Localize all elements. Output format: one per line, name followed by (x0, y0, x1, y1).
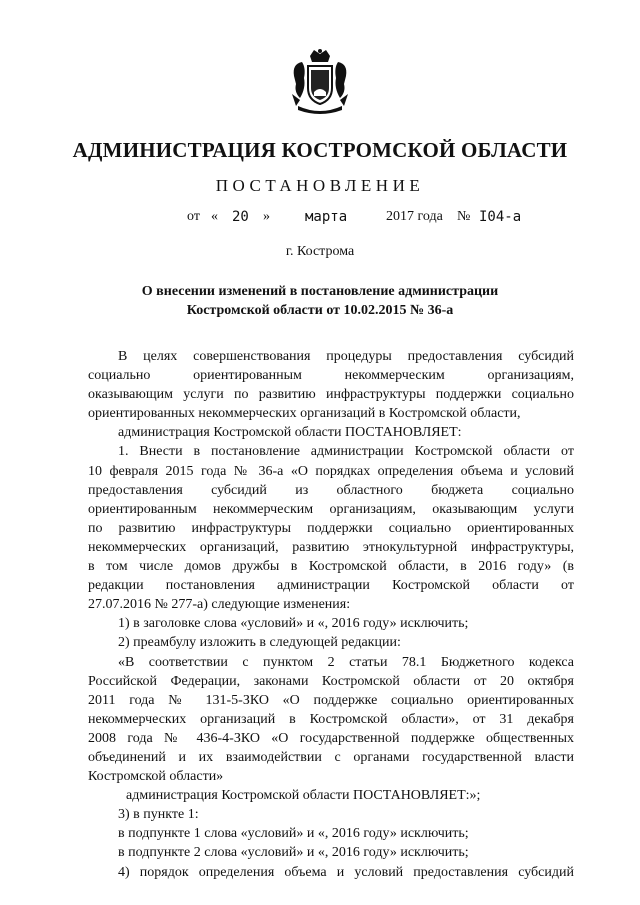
body-line: В целях совершенствования процедуры предоставления субсидий (118, 349, 574, 364)
body-line: 1. Внести в постановление администрации Костромской области от (118, 444, 574, 460)
body-line: 3) в пункте 1: (118, 807, 199, 823)
body-line: по развитию инфраструктуры поддержки социально ориентированных (88, 520, 574, 536)
body-line: 10 февраля 2015 года № 36-а «О порядках определения объема и условий (88, 463, 574, 479)
body-line: Российской Федерации, законами Костромской области от 20 октября (88, 673, 574, 689)
body-line: администрация Костромской области ПОСТАНОВЛЯЕТ:»; (126, 788, 481, 804)
body-line: в том числе домов дружбы в Костромской области, в 2016 году» (в (88, 559, 574, 575)
coat-of-arms-emblem (288, 48, 352, 116)
body-line: редакции постановления администрации Костромской области от (88, 578, 574, 594)
body-line: 4) порядок определения объема и условий предоставления субсидий (118, 864, 574, 880)
body-line: предоставления субсидий из областного бюджета социально (88, 482, 574, 498)
body-line: 2) преамбулу изложить в следующей редакции: (118, 635, 401, 651)
body-line: 1) в заголовке слова «условий» и «, 2016 году» исключить; (118, 616, 469, 632)
organization-title: АДМИНИСТРАЦИЯ КОСТРОМСКОЙ ОБЛАСТИ (72, 138, 568, 162)
body-line: 2008 года № 436-4-ЗКО «О государственной поддержке общественных (88, 730, 574, 746)
body-line: «В соответствии с пунктом 2 статьи 78.1 Бюджетного кодекса (118, 654, 574, 670)
subject-line: О внесении изменений в постановление администрации (141, 284, 499, 299)
document-body (88, 347, 574, 882)
body-line: 2011 года № 131-5-ЗКО «О поддержке социально ориентированных (88, 692, 574, 708)
date-day: 20 (232, 209, 249, 225)
date-year: 2017 года (386, 209, 443, 224)
body-line: ориентированным некоммерческим организациям, оказывающим услуги (88, 501, 574, 517)
subject-line: Костромской области от 10.02.2015 № 36-а (186, 303, 454, 318)
body-line: 27.07.2016 № 277-а) следующие изменения: (88, 597, 351, 613)
date-month: марта (305, 209, 348, 225)
body-line: объединений и их взаимодействии с органами государственной власти (88, 749, 574, 765)
body-line: в подпункте 1 слова «условий» и «, 2016 году» исключить; (118, 826, 469, 842)
date-quote-close: » (263, 209, 270, 224)
body-line: социально ориентированным некоммерческим организациям, (88, 368, 574, 384)
body-line: администрация Костромской области ПОСТАНОВЛЯЕТ: (118, 425, 462, 441)
body-line: в подпункте 2 слова «условий» и «, 2016 году» исключить; (118, 845, 469, 861)
body-line: Костромской области» (88, 769, 224, 785)
body-line: некоммерческих организаций в Костромской области», от 31 декабря (88, 711, 574, 727)
document-city: г. Кострома (285, 244, 355, 259)
number-sign: № (457, 209, 471, 224)
date-prefix: от (187, 209, 200, 224)
document-subject (90, 282, 550, 320)
document-type: ПОСТАНОВЛЕНИЕ (215, 176, 425, 195)
body-line: оказывающим услуги по развитию инфраструктуры поддержки социально (88, 387, 574, 403)
document-number: I04-а (479, 209, 522, 225)
date-quote-open: « (211, 209, 218, 224)
body-line: ориентированных некоммерческих организаций в Костромской области, (88, 406, 521, 422)
body-line: некоммерческих организаций, развитию этнокультурной инфраструктуры, (88, 539, 574, 555)
